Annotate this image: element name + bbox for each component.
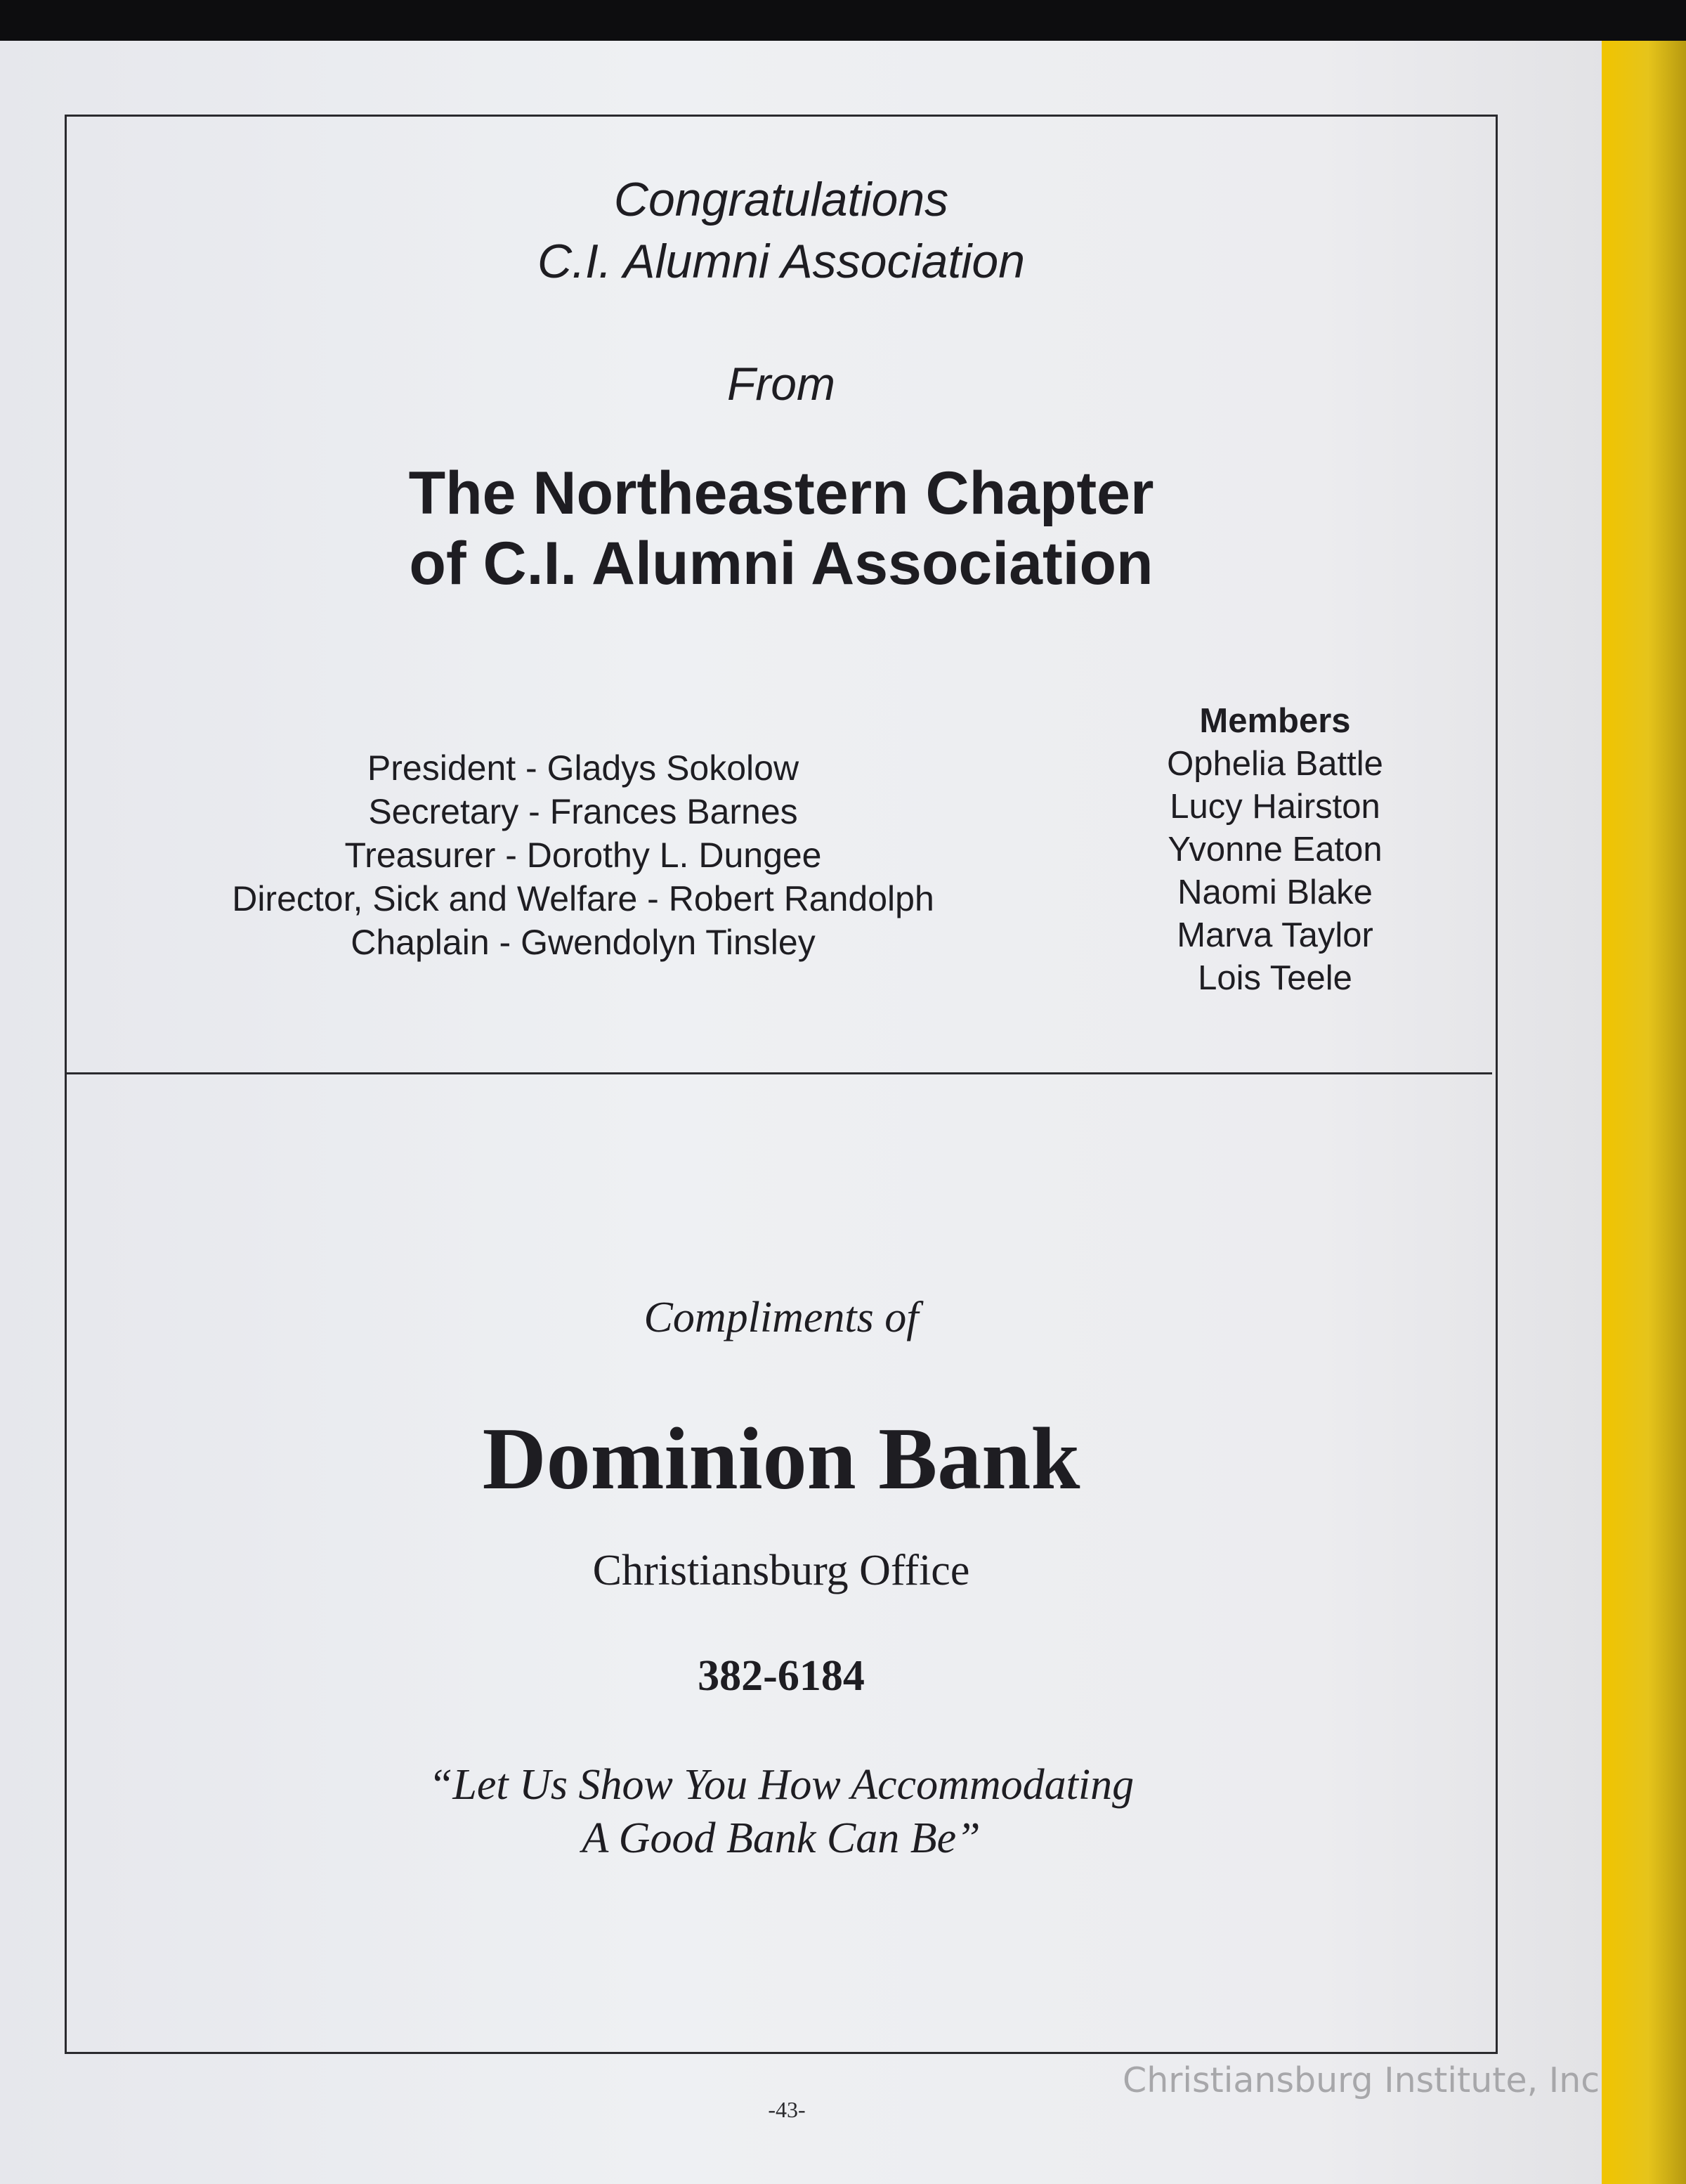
officer-entry: Chaplain - Gwendolyn Tinsley [351, 923, 816, 962]
page-number: -43- [768, 2097, 806, 2122]
member-entry: Marva Taylor [1177, 916, 1373, 954]
member-entry: Naomi Blake [1177, 873, 1373, 911]
slogan-line: “Let Us Show You How Accommodating [428, 1761, 1135, 1809]
member-entry: Lois Teele [1198, 959, 1352, 997]
chapter-line: of C.I. Alumni Association [409, 530, 1154, 597]
members-heading: Members [1199, 702, 1351, 740]
officer-entry: Director, Sick and Welfare - Robert Randolph [232, 879, 934, 918]
ad-divider [65, 1072, 1492, 1074]
congratulations-heading [65, 169, 1498, 292]
officer-entry: President - Gladys Sokolow [367, 748, 799, 788]
chapter-title [65, 458, 1498, 599]
member-entry: Ophelia Battle [1167, 745, 1383, 783]
congrats-line: Congratulations [613, 173, 949, 226]
chapter-line: The Northeastern Chapter [408, 460, 1154, 527]
members-list [1131, 700, 1419, 1000]
member-entry: Lucy Hairston [1170, 788, 1380, 826]
member-entry: Yvonne Eaton [1168, 831, 1383, 869]
bank-name: Dominion Bank [482, 1410, 1080, 1508]
from-label: From [727, 358, 835, 410]
bank-phone: 382-6184 [698, 1652, 865, 1700]
bank-office: Christiansburg Office [592, 1547, 970, 1594]
officers-list [169, 746, 998, 964]
bank-slogan [65, 1758, 1498, 1865]
compliments-label: Compliments of [643, 1294, 919, 1341]
watermark: Christiansburg Institute, Inc [1123, 2060, 1600, 2100]
officer-entry: Secretary - Frances Barnes [368, 792, 798, 831]
yellow-cover-edge [1602, 41, 1686, 2184]
officer-entry: Treasurer - Dorothy L. Dungee [344, 836, 822, 875]
slogan-line: A Good Bank Can Be” [582, 1814, 981, 1862]
congrats-line: C.I. Alumni Association [537, 235, 1026, 288]
